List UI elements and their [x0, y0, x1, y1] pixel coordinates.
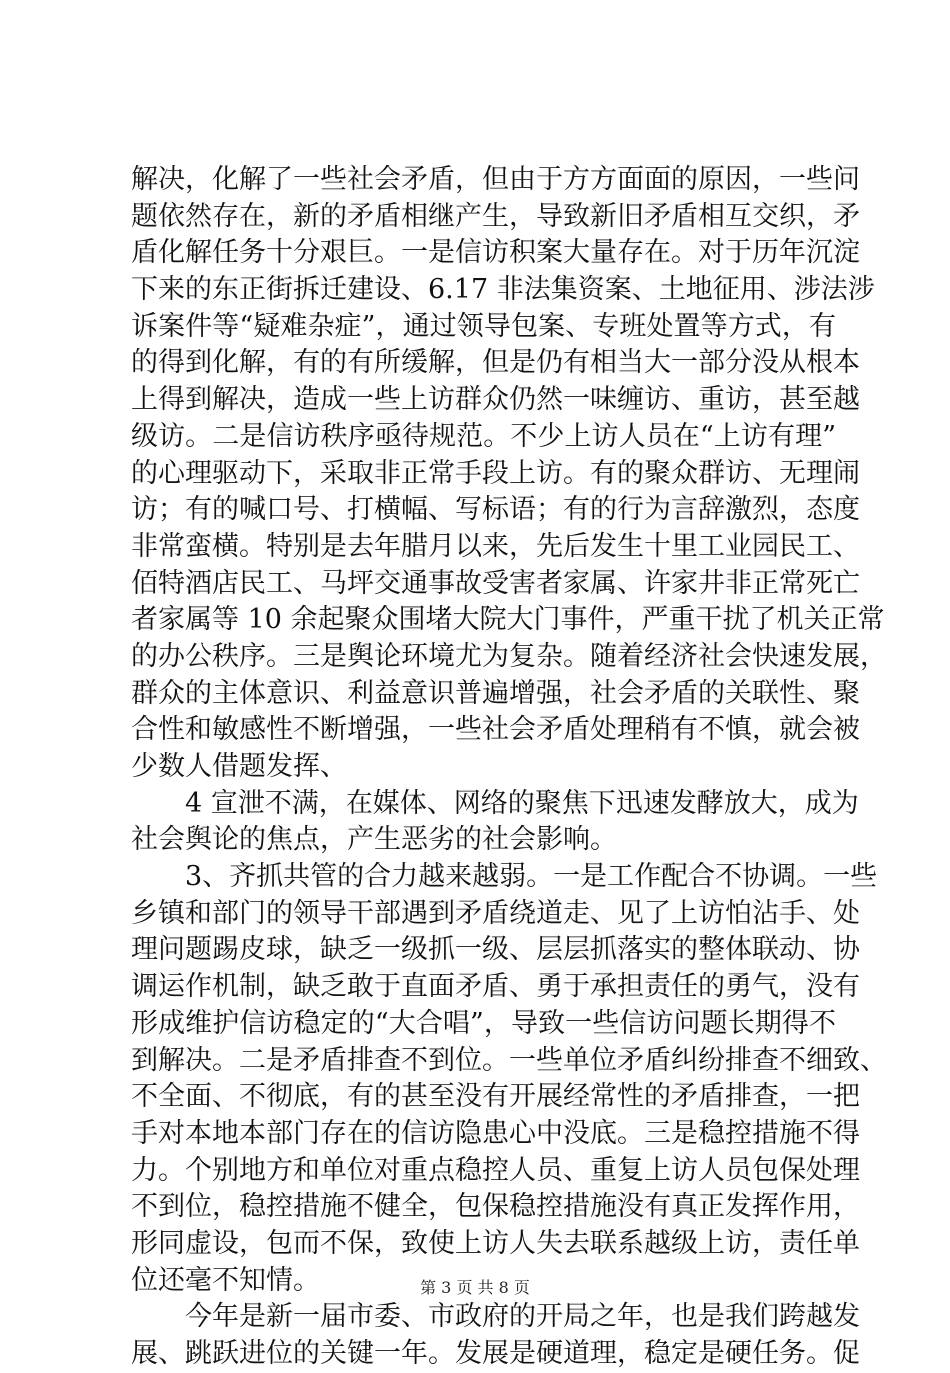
text-line: 非常蛮横。特别是去年腊月以来，先后发生十里工业园民工、: [131, 530, 860, 562]
text-line: 级访。二是信访秩序亟待规范。不少上访人员在“上访有理”: [131, 420, 836, 452]
text-line: 社会舆论的焦点，产生恶劣的社会影响。: [131, 824, 617, 856]
text-line: 盾化解任务十分艰巨。一是信访积案大量存在。对于历年沉淀: [131, 237, 860, 269]
text-line: 3、齐抓共管的合力越来越弱。一是工作配合不协调。一些: [185, 861, 878, 893]
text-line: 不全面、不彻底，有的甚至没有开展经常性的矛盾排查，一把: [131, 1081, 860, 1113]
text-line: 的得到化解，有的有所缓解，但是仍有相当大一部分没从根本: [131, 347, 860, 379]
text-line: 调运作机制，缺乏敢于直面矛盾、勇于承担责任的勇气，没有: [131, 971, 860, 1003]
text-line: 解决，化解了一些社会矛盾，但由于方方面面的原因，一些问: [131, 164, 860, 195]
text-line: 佰特酒店民工、马坪交通事故受害者家属、许家井非正常死亡: [131, 567, 860, 599]
text-line: 不到位，稳控措施不健全，包保稳控措施没有真正发挥作用，: [131, 1191, 860, 1223]
text-line: 合性和敏感性不断增强，一些社会矛盾处理稍有不慎，就会被: [131, 714, 860, 746]
text-line: 位还毫不知情。: [131, 1264, 320, 1296]
text-line: 形成维护信访稳定的“大合唱”，导致一些信访问题长期得不: [131, 1007, 836, 1039]
text-line: 少数人借题发挥、: [131, 751, 347, 782]
text-line: 群众的主体意识、利益意识普遍增强，社会矛盾的关联性、聚: [131, 677, 860, 709]
text-line: 到解决。二是矛盾排查不到位。一些单位矛盾纠纷排查不细致、: [131, 1044, 887, 1076]
text-line: 的心理驱动下，采取非正常手段上访。有的聚众群访、无理闹: [131, 457, 860, 489]
text-line: 的办公秩序。三是舆论环境尤为复杂。随着经济社会快速发展，: [131, 640, 887, 672]
text-line: 乡镇和部门的领导干部遇到矛盾绕道走、见了上访怕沾手、处: [131, 897, 860, 929]
text-line: 手对本地本部门存在的信访隐患心中没底。三是稳控措施不得: [131, 1117, 860, 1149]
text-line: 形同虚设，包而不保，致使上访人失去联系越级上访，责任单: [131, 1227, 860, 1259]
text-line: 力。个别地方和单位对重点稳控人员、重复上访人员包保处理: [131, 1154, 860, 1186]
text-line: 题依然存在，新的矛盾相继产生，导致新旧矛盾相互交织，矛: [131, 200, 860, 232]
text-line: 下来的东正街拆迁建设、6.17 非法集资案、土地征用、涉法涉: [131, 274, 875, 306]
page-footer: 第 3 页 共 8 页: [420, 1278, 530, 1297]
text-line: 访；有的喊口号、打横幅、写标语；有的行为言辞激烈，态度: [131, 494, 860, 526]
text-line: 诉案件等“疑难杂症”，通过领导包案、专班处置等方式，有: [131, 310, 836, 342]
text-line: 理问题踢皮球，缺乏一级抓一级、层层抓落实的整体联动、协: [131, 934, 860, 966]
body-text: [131, 162, 887, 1373]
text-line: 4 宣泄不满，在媒体、网络的聚焦下迅速发酵放大，成为: [185, 787, 859, 819]
text-line: 今年是新一届市委、市政府的开局之年，也是我们跨越发: [185, 1301, 860, 1333]
text-line: 展、跳跃进位的关键一年。发展是硬道理，稳定是硬任务。促: [131, 1338, 860, 1369]
text-line: 者家属等 10 余起聚众围堵大院大门事件，严重干扰了机关正常: [131, 604, 885, 636]
text-line: 上得到解决，造成一些上访群众仍然一味缠访、重访，甚至越: [131, 384, 860, 416]
